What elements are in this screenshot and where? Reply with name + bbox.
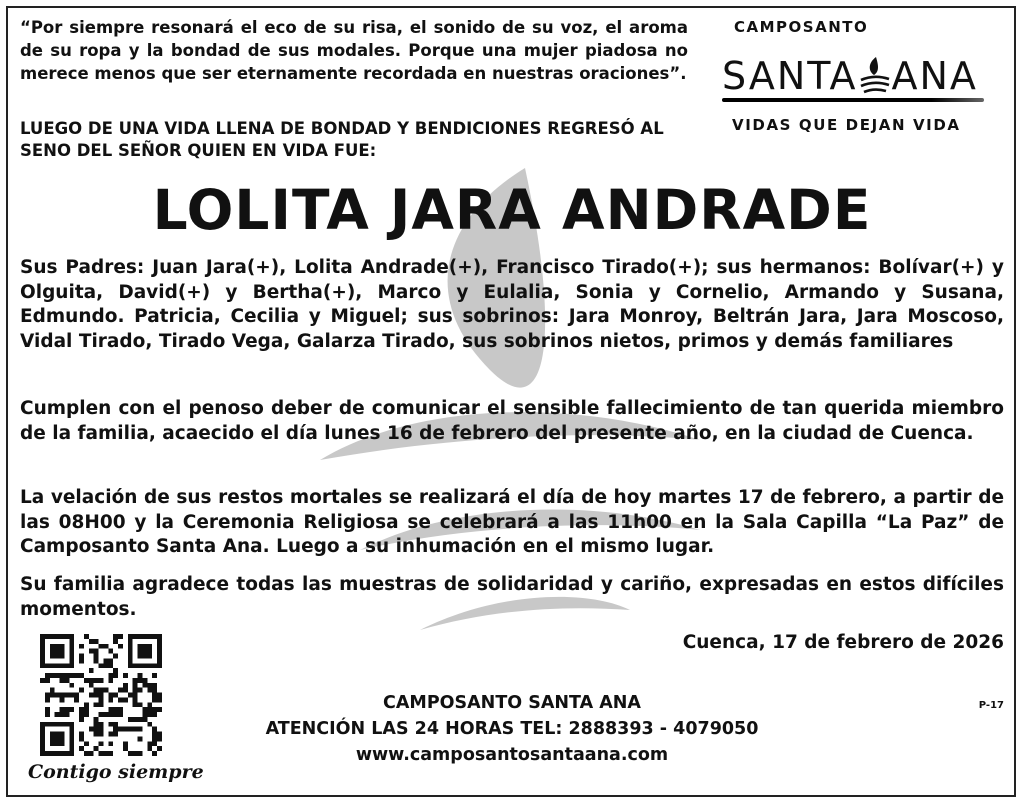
footer-phone: ATENCIÓN LAS 24 HORAS TEL: 2888393 - 4079050 bbox=[265, 719, 759, 739]
logo-brand-right: ANA bbox=[891, 54, 978, 98]
flame-logo-icon bbox=[858, 55, 892, 95]
logo-rule bbox=[722, 98, 984, 102]
footer-company: CAMPOSANTO SANTA ANA bbox=[383, 693, 641, 713]
footer-contact bbox=[0, 690, 1024, 768]
thanks-paragraph: Su familia agradece todas las muestras de solidaridad y cariño, expresadas en estos difíciles momentos. bbox=[20, 574, 1004, 620]
deceased-name: LOLITA JARA ANDRADE bbox=[152, 178, 872, 242]
page-code: P-17 bbox=[978, 700, 1004, 711]
logo-brand-left: SANTA bbox=[722, 54, 858, 98]
ceremony-paragraph: La velación de sus restos mortales se realizará el día de hoy martes 17 de febrero, a partir de las 08H00 y la Ceremonia Religiosa se celebrará a las 11h00 en la Sala Capilla “La Paz” de Camposanto Santa Ana. Luego a su inhumación en el mismo lugar. bbox=[20, 487, 1004, 557]
logo-tagline: VIDAS QUE DEJAN VIDA bbox=[732, 116, 961, 134]
slogan: Contigo siempre bbox=[28, 761, 204, 783]
footer-website: www.camposantosantaana.com bbox=[355, 745, 669, 765]
announcement-paragraph: Cumplen con el penoso deber de comunicar el sensible fallecimiento de tan querida miembro de la familia, acaecido el día lunes 16 de febrero del presente año, en la ciudad de Cuenca. bbox=[20, 398, 1004, 444]
intro-text: LUEGO DE UNA VIDA LLENA DE BONDAD Y BENDICIONES REGRESÓ AL SENO DEL SEÑOR QUIEN EN VIDA FUE: bbox=[20, 119, 664, 160]
logo-top-text: CAMPOSANTO bbox=[734, 18, 869, 36]
logo-brand bbox=[722, 54, 978, 98]
memorial-quote: “Por siempre resonará el eco de su risa, el sonido de su voz, el aroma de su ropa y la bondad de sus modales. Porque una mujer piadosa no merece menos que ser eternamente recordada en nuestras oraciones”. bbox=[20, 18, 688, 83]
family-paragraph: Sus Padres: Juan Jara(+), Lolita Andrade(+), Francisco Tirado(+); sus hermanos: Bolívar(+) y Olguita, David(+) y Bertha(+), Marco y Eulalia, Sonia y Cornelio, Armando y Susana, Edmundo. Patricia, Cecilia y Miguel; sus sobrinos: Jara Monroy, Beltrán Jara, Jara Moscoso, Vidal Tirado, Tirado Vega, Galarza Tirado, sus sobrinos nietos, primos y demás familiares bbox=[20, 257, 1004, 352]
camposanto-logo bbox=[718, 18, 988, 138]
date-line: Cuenca, 17 de febrero de 2026 bbox=[682, 632, 1004, 653]
